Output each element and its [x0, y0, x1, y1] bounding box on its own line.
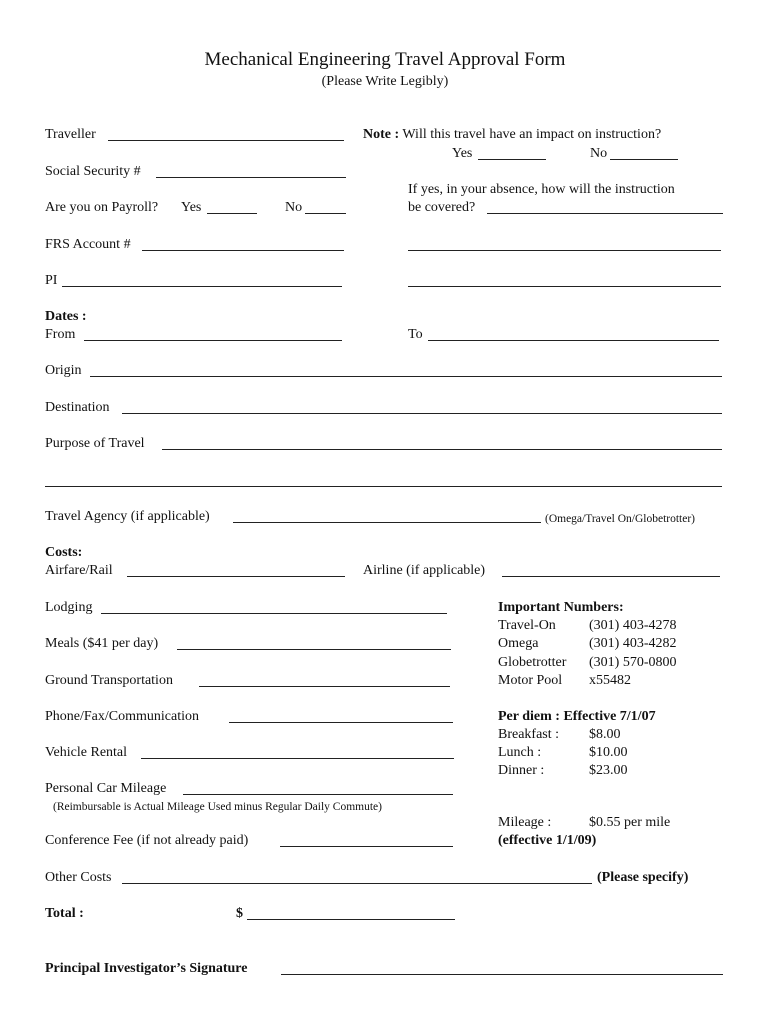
to-label: To	[408, 327, 423, 342]
contact-number: x55482	[589, 673, 631, 688]
contact-number: (301) 403-4282	[589, 636, 677, 651]
frs-field[interactable]	[142, 250, 344, 251]
payroll-no-field[interactable]	[305, 213, 346, 214]
mileage-rate-value: $0.55 per mile	[589, 815, 671, 830]
payroll-yes-label: Yes	[181, 200, 202, 215]
per-diem-meal: Breakfast :	[498, 727, 560, 742]
meals-field[interactable]	[177, 649, 451, 650]
from-label: From	[45, 327, 76, 342]
ssn-field[interactable]	[156, 177, 346, 178]
contact-number: (301) 570-0800	[589, 655, 677, 670]
total-field[interactable]	[247, 919, 455, 920]
instruction-coverage-field-2[interactable]	[408, 250, 721, 251]
note-no-field[interactable]	[610, 159, 678, 160]
other-costs-field[interactable]	[122, 883, 592, 884]
note-ifyes-line2: be covered?	[408, 200, 476, 215]
car-mileage-field[interactable]	[183, 794, 453, 795]
contact-number: (301) 403-4278	[589, 618, 677, 633]
purpose-field-2[interactable]	[45, 486, 722, 487]
meals-label: Meals ($41 per day)	[45, 636, 159, 651]
instruction-coverage-field[interactable]	[487, 213, 723, 214]
please-specify-note: (Please specify)	[597, 870, 689, 885]
vehicle-rental-field[interactable]	[141, 758, 454, 759]
purpose-label: Purpose of Travel	[45, 436, 145, 451]
destination-field[interactable]	[122, 413, 722, 414]
travel-agency-field[interactable]	[233, 522, 541, 523]
ssn-label: Social Security #	[45, 164, 141, 179]
agency-options-note: (Omega/Travel On/Globetrotter)	[545, 513, 695, 525]
payroll-yes-field[interactable]	[207, 213, 257, 214]
traveller-label: Traveller	[45, 127, 96, 142]
total-dollar-sign: $	[236, 906, 243, 921]
note-no-label: No	[590, 146, 608, 161]
per-diem-meal: Lunch :	[498, 745, 542, 760]
ground-transport-field[interactable]	[199, 686, 450, 687]
contact-name: Motor Pool	[498, 673, 563, 688]
origin-label: Origin	[45, 363, 82, 378]
payroll-label: Are you on Payroll?	[45, 200, 159, 215]
instruction-coverage-field-3[interactable]	[408, 286, 721, 287]
note-ifyes-line1: If yes, in your absence, how will the instruction	[408, 182, 675, 197]
travel-agency-label: Travel Agency (if applicable)	[45, 509, 210, 524]
costs-heading: Costs:	[45, 545, 83, 560]
dates-heading: Dates :	[45, 309, 87, 324]
airfare-label: Airfare/Rail	[45, 563, 113, 578]
note-yes-field[interactable]	[478, 159, 546, 160]
conference-fee-label: Conference Fee (if not already paid)	[45, 833, 249, 848]
per-diem-heading: Per diem : Effective 7/1/07	[498, 709, 656, 724]
car-mileage-label: Personal Car Mileage	[45, 781, 167, 796]
traveller-field[interactable]	[108, 140, 344, 141]
per-diem-amount: $10.00	[589, 745, 628, 760]
purpose-field[interactable]	[162, 449, 722, 450]
ground-transport-label: Ground Transportation	[45, 673, 173, 688]
airline-field[interactable]	[502, 576, 720, 577]
from-date-field[interactable]	[84, 340, 342, 341]
form-title: Mechanical Engineering Travel Approval Form	[204, 49, 566, 70]
other-costs-label: Other Costs	[45, 870, 112, 885]
important-numbers-heading: Important Numbers:	[498, 600, 624, 615]
mileage-rate-label: Mileage :	[498, 815, 552, 830]
contact-name: Travel-On	[498, 618, 556, 633]
to-date-field[interactable]	[428, 340, 719, 341]
airline-label: Airline (if applicable)	[363, 563, 486, 578]
vehicle-rental-label: Vehicle Rental	[45, 745, 128, 760]
lodging-field[interactable]	[101, 613, 447, 614]
frs-label: FRS Account #	[45, 237, 131, 252]
mileage-note: (Reimbursable is Actual Mileage Used minus Regular Daily Commute)	[53, 801, 382, 813]
total-label: Total :	[45, 906, 84, 921]
pi-label: PI	[45, 273, 58, 288]
contact-name: Globetrotter	[498, 655, 567, 670]
phone-field[interactable]	[229, 722, 453, 723]
destination-label: Destination	[45, 400, 110, 415]
lodging-label: Lodging	[45, 600, 93, 615]
note-question: Will this travel have an impact on instruction?	[402, 127, 662, 142]
per-diem-amount: $23.00	[589, 763, 628, 778]
phone-label: Phone/Fax/Communication	[45, 709, 199, 724]
origin-field[interactable]	[90, 376, 722, 377]
pi-signature-label: Principal Investigator’s Signature	[45, 961, 248, 976]
mileage-effective-date: (effective 1/1/09)	[498, 833, 597, 848]
contact-name: Omega	[498, 636, 539, 651]
airfare-field[interactable]	[127, 576, 345, 577]
conference-fee-field[interactable]	[280, 846, 453, 847]
note-label: Note :	[363, 127, 400, 142]
pi-signature-field[interactable]	[281, 974, 723, 975]
form-subtitle: (Please Write Legibly)	[321, 74, 449, 89]
pi-field[interactable]	[62, 286, 342, 287]
per-diem-amount: $8.00	[589, 727, 621, 742]
per-diem-meal: Dinner :	[498, 763, 545, 778]
payroll-no-label: No	[285, 200, 303, 215]
note-yes-label: Yes	[452, 146, 473, 161]
